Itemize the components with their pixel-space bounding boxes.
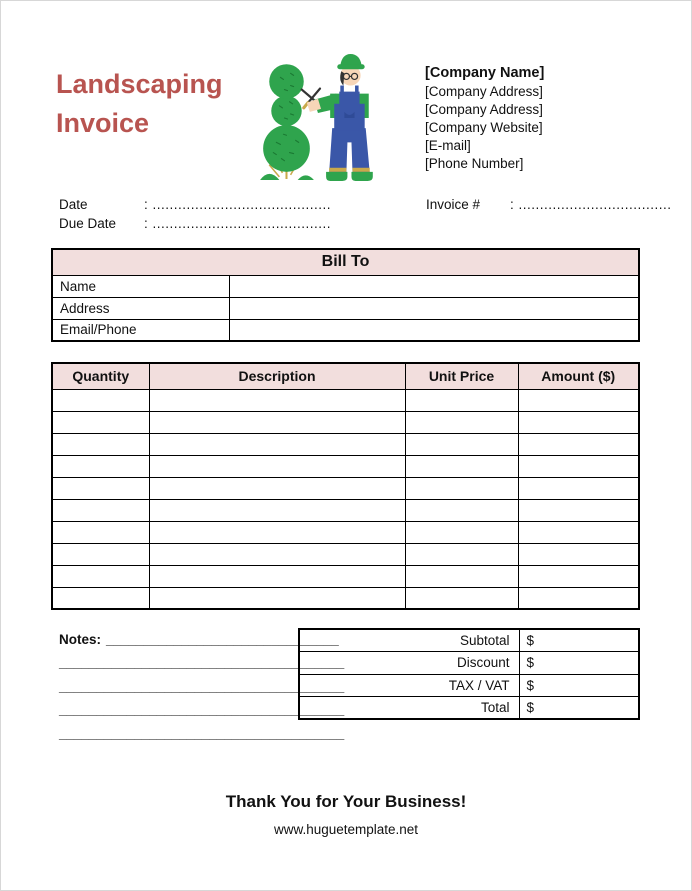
title-line-1: Landscaping	[56, 69, 223, 99]
company-info-line[interactable]: [Phone Number]	[425, 156, 524, 171]
page-title	[56, 51, 255, 183]
items-cell[interactable]	[405, 543, 518, 565]
company-info-line[interactable]: [Company Address]	[425, 84, 543, 99]
thank-you-message: Thank You for Your Business!	[225, 792, 467, 811]
items-cell[interactable]	[518, 455, 639, 477]
totals-wrap	[298, 628, 640, 745]
gardener-illustration	[257, 51, 383, 183]
bill-to-row-value[interactable]	[229, 319, 639, 341]
totals-row	[299, 697, 639, 720]
items-cell[interactable]	[518, 389, 639, 411]
notes-fill-line[interactable]: _______________________________	[106, 632, 339, 647]
due-date-value-line[interactable]: : ..........................................	[144, 215, 332, 231]
items-cell[interactable]	[518, 477, 639, 499]
items-cell[interactable]	[405, 587, 518, 609]
items-row	[52, 411, 639, 433]
items-cell[interactable]	[518, 411, 639, 433]
gardener-trimming-topiary-image	[257, 51, 383, 183]
items-cell[interactable]	[149, 389, 405, 411]
items-row	[52, 389, 639, 411]
items-row	[52, 499, 639, 521]
notes-line[interactable]: ______________________________________	[59, 655, 345, 670]
due-date-label: Due Date	[59, 215, 117, 231]
items-row	[52, 543, 639, 565]
items-cell[interactable]	[518, 565, 639, 587]
bill-to-row	[52, 297, 639, 319]
date-label: Date	[59, 197, 88, 212]
items-cell[interactable]	[405, 565, 518, 587]
notes-label: Notes:	[59, 632, 102, 647]
items-header-row	[52, 363, 639, 389]
items-cell[interactable]	[149, 433, 405, 455]
totals-row-label: Total	[299, 697, 519, 720]
items-table	[51, 362, 640, 610]
bill-to-header: Bill To	[52, 249, 639, 275]
items-cell[interactable]	[149, 565, 405, 587]
meta-row	[59, 196, 672, 233]
company-info	[425, 51, 641, 183]
items-cell[interactable]	[52, 521, 149, 543]
items-cell[interactable]	[518, 587, 639, 609]
invoice-number-label: Invoice #	[426, 197, 481, 212]
invoice-number-value-line[interactable]: : ....................................	[510, 197, 672, 212]
items-cell[interactable]	[52, 543, 149, 565]
items-cell[interactable]	[518, 433, 639, 455]
items-row	[52, 521, 639, 543]
items-cell[interactable]	[52, 389, 149, 411]
footer	[1, 792, 691, 837]
totals-table	[298, 628, 640, 720]
bill-to-row-label: Name	[52, 275, 229, 297]
items-row	[52, 587, 639, 609]
company-name[interactable]: [Company Name]	[425, 65, 545, 81]
items-cell[interactable]	[405, 411, 518, 433]
company-info-line[interactable]: [E-mail]	[425, 138, 471, 153]
totals-row-value[interactable]: $	[519, 697, 639, 720]
items-cell[interactable]	[149, 477, 405, 499]
bill-to-table	[51, 248, 640, 342]
items-column-header: Description	[149, 363, 405, 389]
items-cell[interactable]	[52, 499, 149, 521]
items-cell[interactable]	[149, 587, 405, 609]
items-cell[interactable]	[149, 543, 405, 565]
totals-row	[299, 629, 639, 652]
items-row	[52, 477, 639, 499]
items-cell[interactable]	[149, 499, 405, 521]
invoice-number-line	[426, 196, 672, 215]
items-cell[interactable]	[405, 499, 518, 521]
totals-row-value[interactable]: $	[519, 629, 639, 652]
title-line-2: Invoice	[56, 108, 150, 138]
items-cell[interactable]	[405, 521, 518, 543]
items-column-header: Amount ($)	[518, 363, 639, 389]
company-info-line[interactable]: [Company Address]	[425, 102, 543, 117]
date-block	[59, 196, 369, 233]
items-cell[interactable]	[52, 455, 149, 477]
items-cell[interactable]	[518, 521, 639, 543]
bill-to-row-label: Address	[52, 297, 229, 319]
totals-row	[299, 674, 639, 697]
items-cell[interactable]	[405, 455, 518, 477]
bill-to-row-label: Email/Phone	[52, 319, 229, 341]
items-cell[interactable]	[52, 433, 149, 455]
items-cell[interactable]	[149, 521, 405, 543]
items-cell[interactable]	[518, 499, 639, 521]
totals-row-label: TAX / VAT	[299, 674, 519, 697]
billto-body	[52, 275, 639, 341]
items-cell[interactable]	[52, 587, 149, 609]
items-cell[interactable]	[405, 477, 518, 499]
items-row	[52, 433, 639, 455]
items-row	[52, 565, 639, 587]
items-cell[interactable]	[52, 565, 149, 587]
items-row	[52, 455, 639, 477]
items-cell[interactable]	[405, 389, 518, 411]
bill-to-row	[52, 319, 639, 341]
notes-block	[59, 628, 345, 745]
bottom-section	[59, 628, 641, 745]
notes-first-line	[59, 628, 339, 651]
items-column-header: Unit Price	[405, 363, 518, 389]
bill-to-row-value[interactable]	[229, 275, 639, 297]
notes-line[interactable]: ______________________________________	[59, 678, 345, 694]
invoice-number-block	[426, 196, 672, 233]
header	[56, 51, 641, 183]
totals-row-value[interactable]: $	[519, 674, 639, 697]
items-cell[interactable]	[52, 411, 149, 433]
date-value-line[interactable]: : ..........................................	[144, 197, 332, 212]
items-cell[interactable]	[405, 433, 518, 455]
items-cell[interactable]	[149, 411, 405, 433]
bill-to-row	[52, 275, 639, 297]
date-line	[59, 196, 369, 215]
notes-line[interactable]: ______________________________________	[59, 725, 345, 741]
notes-line[interactable]: ______________________________________	[59, 702, 345, 717]
totals-row-value[interactable]: $	[519, 652, 639, 675]
items-cell[interactable]	[149, 455, 405, 477]
items-cell[interactable]	[518, 543, 639, 565]
items-body	[52, 389, 639, 609]
totals-body	[299, 629, 639, 719]
due-date-line	[59, 215, 369, 234]
items-cell[interactable]	[52, 477, 149, 499]
notes-lines	[59, 651, 345, 745]
totals-row	[299, 652, 639, 675]
totals-row-label: Subtotal	[299, 629, 519, 652]
items-column-header: Quantity	[52, 363, 149, 389]
totals-row-label: Discount	[299, 652, 519, 675]
company-lines	[425, 83, 641, 173]
bill-to-row-value[interactable]	[229, 297, 639, 319]
website-url: www.huguetemplate.net	[273, 822, 419, 837]
company-info-line[interactable]: [Company Website]	[425, 120, 543, 135]
